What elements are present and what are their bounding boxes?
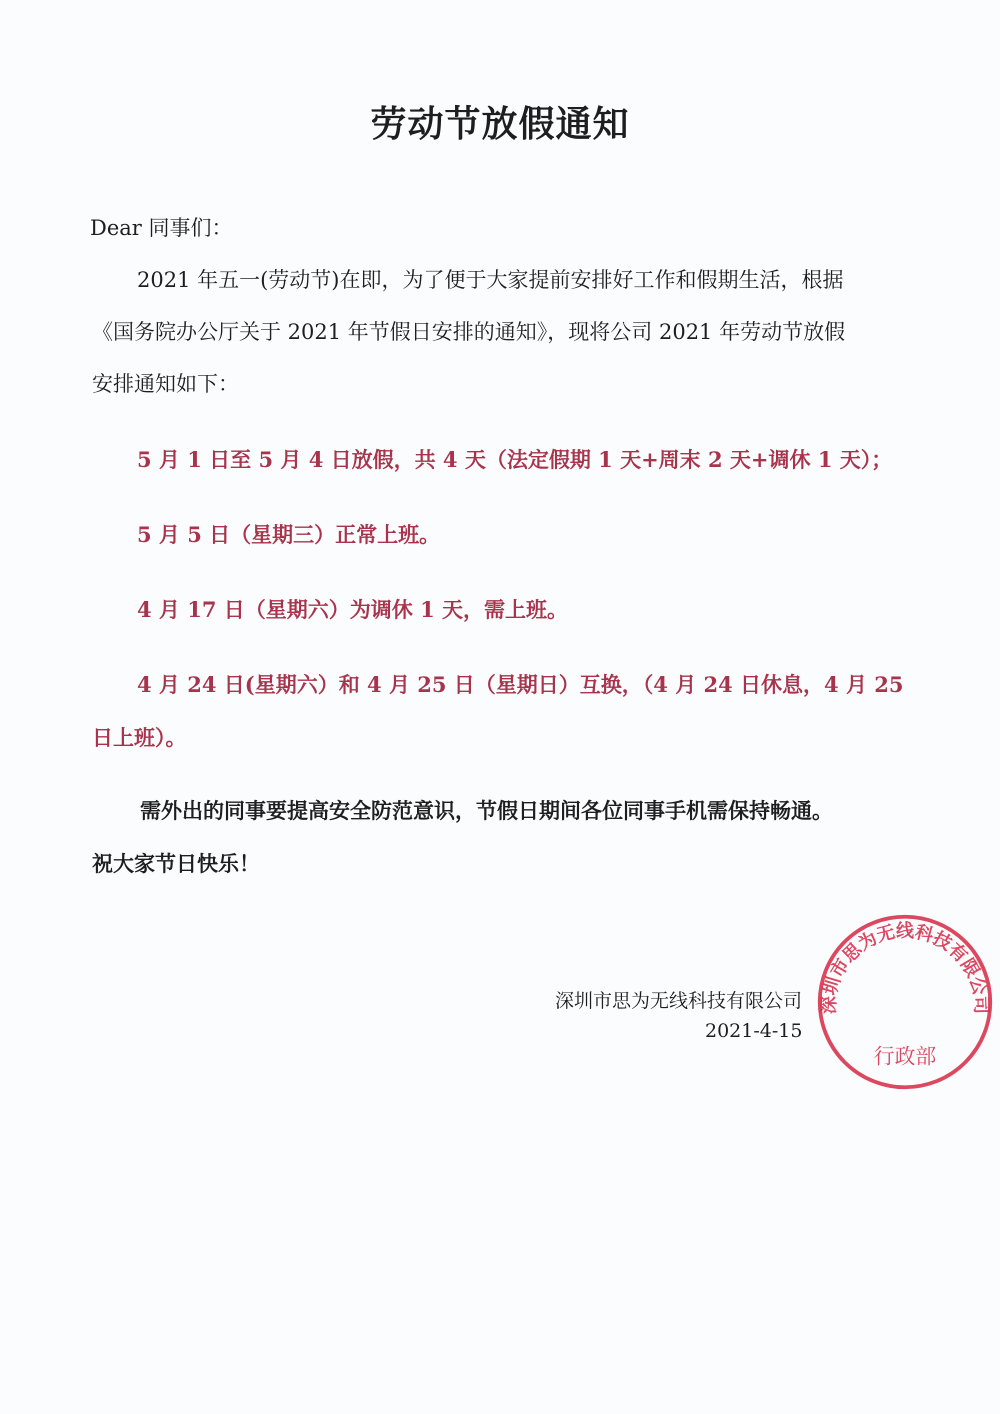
signature-company: 深圳市思为无线科技有限公司	[555, 990, 803, 1012]
intro-line-3: 安排通知如下：	[92, 372, 239, 396]
document-title: 劳动节放假通知	[370, 103, 630, 145]
holiday-wish: 祝大家节日快乐！	[92, 851, 260, 876]
signature-date: 2021-4-15	[705, 1020, 803, 1042]
schedule-item-resume: 5 月 5 日（星期三）正常上班。	[137, 522, 441, 547]
greeting: Dear 同事们：	[90, 216, 233, 240]
intro-line-1: 2021 年五一(劳动节)在即，为了便于大家提前安排好工作和假期生活，根据	[137, 268, 844, 292]
schedule-item-swap-cont: 日上班）。	[92, 725, 187, 750]
schedule-item-makeup: 4 月 17 日（星期六）为调休 1 天，需上班。	[137, 597, 569, 622]
intro-line-2: 《国务院办公厅关于 2021 年节假日安排的通知》，现将公司 2021 年劳动节放假	[92, 320, 846, 344]
schedule-item-holiday: 5 月 1 日至 5 月 4 日放假，共 4 天（法定假期 1 天+周末 2 天+调休 1 天）；	[137, 447, 893, 472]
stamp-arc-text: 深圳市思为无线科技有限公司	[818, 921, 992, 1015]
safety-reminder: 需外出的同事要提高安全防范意识，节假日期间各位同事手机需保持畅通。	[140, 798, 833, 823]
stamp-department: 行政部	[873, 1044, 937, 1069]
svg-text:深圳市思为无线科技有限公司	[819, 920, 992, 1014]
schedule-item-swap: 4 月 24 日(星期六）和 4 月 25 日（星期日）互换，（4 月 24 日休息，4 月 25	[137, 672, 904, 697]
company-seal-stamp	[815, 912, 995, 1092]
